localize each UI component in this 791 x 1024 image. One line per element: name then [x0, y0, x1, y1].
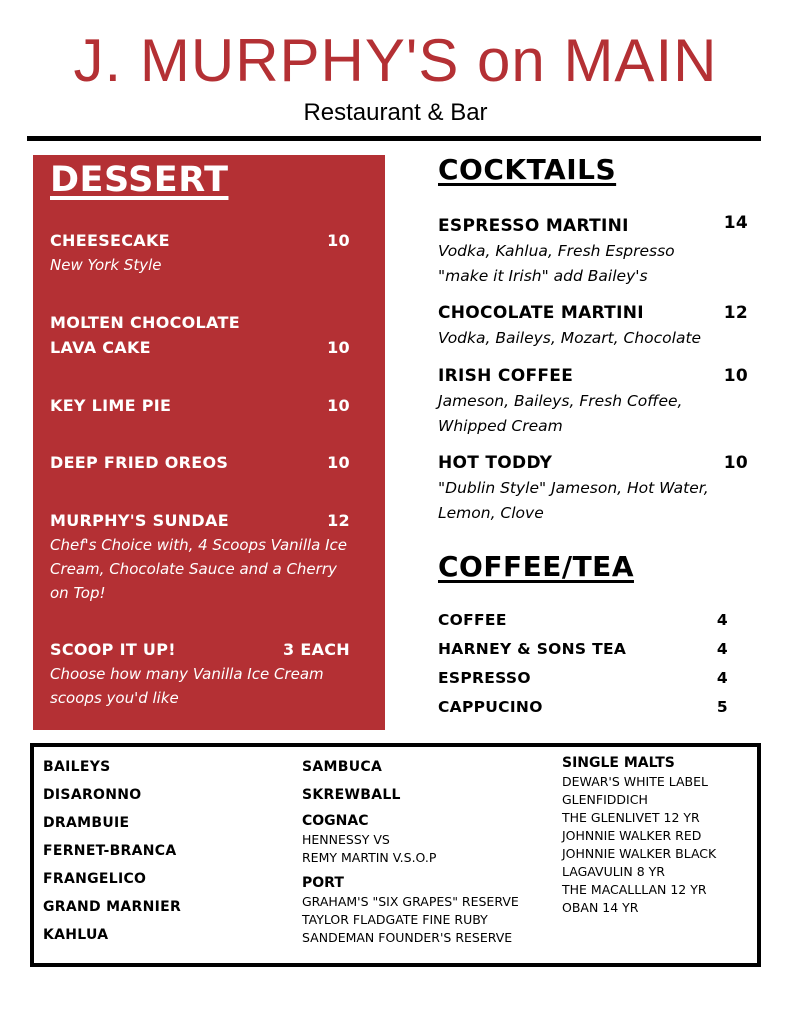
item-price: 10	[327, 231, 350, 250]
cocktail-item	[438, 213, 748, 289]
single-malts-label: SINGLE MALTS	[562, 755, 675, 771]
item-description: Choose how many Vanilla Ice Cream scoops you'd like	[50, 665, 324, 707]
item-price: 4	[716, 640, 728, 658]
spirit-item: KAHLUA	[43, 927, 109, 943]
item-description: Chef's Choice with, 4 Scoops Vanilla Ice Cream, Chocolate Sauce and a Cherry on Top!	[50, 536, 348, 602]
item-price: 12	[327, 511, 350, 530]
item-name: IRISH COFFEE	[438, 366, 574, 386]
spirit-item: SAMBUCA	[302, 759, 383, 775]
item-name: MURPHY'S SUNDAE	[50, 511, 229, 530]
spirit-item: DRAMBUIE	[43, 815, 130, 831]
cognac-label: COGNAC	[302, 813, 369, 829]
cocktail-item	[438, 450, 748, 526]
spirits-column-1	[43, 753, 181, 949]
single-malt-item: THE MACALLLAN 12 YR	[562, 882, 707, 897]
item-price: 3 EACH	[283, 640, 350, 659]
cognac-item: REMY MARTIN V.S.O.P	[302, 850, 437, 865]
spirit-item: DISARONNO	[43, 787, 142, 803]
item-description: New York Style	[50, 256, 162, 274]
port-item: SANDEMAN FOUNDER'S RESERVE	[302, 930, 513, 945]
dessert-panel	[33, 155, 385, 730]
item-name: KEY LIME PIE	[50, 396, 172, 415]
single-malt-item: THE GLENLIVET 12 YR	[562, 810, 700, 825]
item-name: COFFEE	[438, 611, 507, 629]
spirit-item: FRANGELICO	[43, 871, 147, 887]
item-price: 12	[723, 303, 748, 323]
item-name: HOT TODDY	[438, 453, 553, 473]
single-malt-item: JOHNNIE WALKER BLACK	[562, 846, 717, 861]
coffee-tea-item	[438, 606, 738, 635]
item-name: CHOCOLATE MARTINI	[438, 303, 644, 323]
item-name: DEEP FRIED OREOS	[50, 453, 229, 472]
item-description: Vodka, Baileys, Mozart, Chocolate	[438, 329, 702, 347]
header-divider	[27, 136, 761, 141]
item-price: 4	[716, 611, 728, 629]
item-name: CHEESECAKE	[50, 231, 170, 250]
port-item: GRAHAM'S "SIX GRAPES" RESERVE	[302, 894, 519, 909]
item-name: HARNEY & SONS TEA	[438, 640, 627, 658]
spirits-box	[30, 743, 761, 967]
dessert-item	[50, 310, 350, 360]
coffee-tea-item	[438, 635, 738, 664]
drinks-column	[438, 150, 750, 716]
spirit-item: FERNET-BRANCA	[43, 843, 177, 859]
cocktails-heading: COCKTAILS	[438, 153, 617, 186]
spirits-column-2	[302, 753, 519, 947]
single-malt-item: JOHNNIE WALKER RED	[562, 828, 702, 843]
spirit-item: SKREWBALL	[302, 787, 401, 803]
coffee-tea-heading: COFFEE/TEA	[438, 550, 634, 583]
restaurant-subtitle: Restaurant & Bar	[303, 99, 488, 126]
spirit-item: GRAND MARNIER	[43, 899, 182, 915]
item-name: SCOOP IT UP!	[50, 640, 176, 659]
spirit-item: BAILEYS	[43, 759, 111, 775]
item-name: CAPPUCINO	[438, 698, 543, 716]
single-malt-item: DEWAR'S WHITE LABEL	[562, 774, 708, 789]
item-price: 10	[327, 338, 350, 357]
item-name: ESPRESSO	[438, 669, 531, 687]
item-price: 10	[723, 366, 748, 386]
item-description: Jameson, Baileys, Fresh Coffee, Whipped Cream	[438, 392, 683, 435]
port-label: PORT	[302, 875, 344, 891]
item-name: MOLTEN CHOCOLATE LAVA CAKE	[50, 313, 240, 357]
item-description: Vodka, Kahlua, Fresh Espresso "make it Irish" add Bailey's	[438, 242, 675, 285]
restaurant-title: J. MURPHY'S on MAIN	[73, 27, 718, 94]
item-description: "Dublin Style" Jameson, Hot Water, Lemon, Clove	[438, 479, 709, 522]
cocktail-item	[438, 300, 748, 351]
item-price: 10	[723, 453, 748, 473]
coffee-tea-item	[438, 664, 738, 693]
dessert-item	[50, 228, 350, 277]
cognac-item: HENNESSY VS	[302, 832, 390, 847]
item-price: 10	[327, 453, 350, 472]
item-price: 14	[723, 213, 748, 233]
cocktail-item	[438, 363, 748, 439]
item-price: 10	[327, 396, 350, 415]
dessert-heading: DESSERT	[50, 160, 229, 200]
item-name: ESPRESSO MARTINI	[438, 216, 629, 236]
coffee-tea-list	[438, 606, 738, 722]
port-item: TAYLOR FLADGATE FINE RUBY	[302, 912, 488, 927]
dessert-item	[50, 393, 350, 418]
spirits-column-3	[562, 753, 716, 917]
dessert-item	[50, 508, 350, 605]
single-malt-item: OBAN 14 YR	[562, 900, 639, 915]
item-price: 5	[716, 698, 728, 716]
single-malt-item: LAGAVULIN 8 YR	[562, 864, 665, 879]
item-price: 4	[716, 669, 728, 687]
dessert-item	[50, 637, 350, 710]
coffee-tea-item	[438, 693, 738, 722]
dessert-item	[50, 450, 350, 475]
single-malt-item: GLENFIDDICH	[562, 792, 648, 807]
